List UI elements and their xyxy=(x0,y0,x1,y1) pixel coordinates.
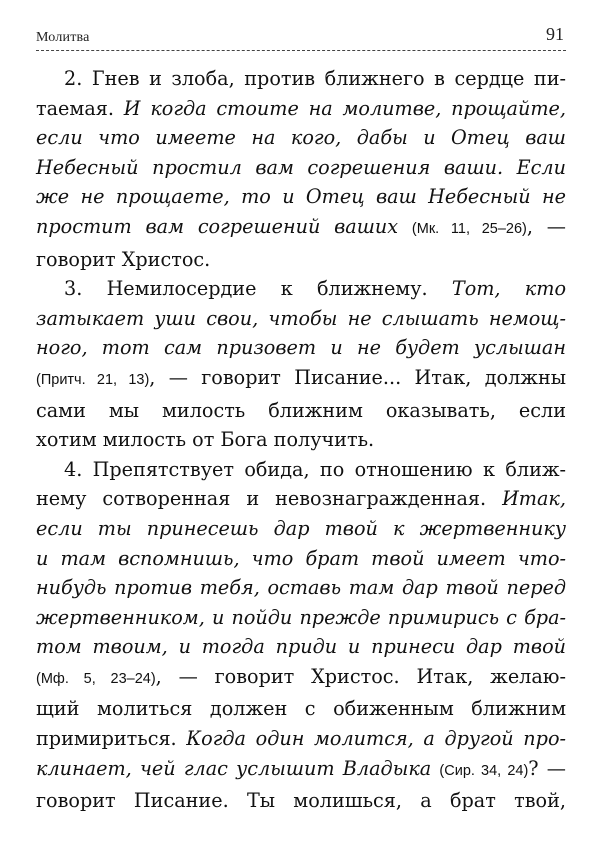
text-line xyxy=(36,455,566,485)
scripture-quote: том твоим, и тогда приди и принеси дар твой xyxy=(36,635,566,659)
scripture-quote: и там вспомнишь, что брат твой имеет что- xyxy=(36,546,566,570)
body-text: 4. Препятствует обида, по отношению к ближ- xyxy=(64,457,566,481)
text-line xyxy=(36,182,566,212)
text-line xyxy=(36,632,566,662)
body-text: щий молиться должен с обиженным ближним xyxy=(36,697,566,721)
scripture-quote: если что имеете на кого, дабы и Отец ваш xyxy=(36,126,566,150)
body-text: нему сотворенная и невознагражденная. xyxy=(36,487,503,511)
text-line xyxy=(36,333,566,363)
text-line xyxy=(36,573,566,603)
text-line xyxy=(36,245,566,275)
body-text: 2. Гнев и злоба, против ближнего в сердце пи- xyxy=(64,67,566,90)
scripture-quote: жертвенником, и пойди прежде примирись с бра- xyxy=(36,605,566,629)
body-text: хотим милость от Бога получить. xyxy=(36,428,375,452)
text-line xyxy=(36,484,566,514)
text-line xyxy=(36,754,566,787)
body-text: , — xyxy=(526,214,566,238)
page-body xyxy=(36,64,566,816)
text-line xyxy=(36,212,566,245)
scripture-quote: Тот, кто xyxy=(451,277,567,301)
body-text: сами мы милость ближним оказывать, если xyxy=(36,398,566,422)
page-header xyxy=(36,26,566,51)
scripture-quote: простит вам согрешений ваших xyxy=(36,214,412,238)
scripture-reference: (Притч. 21, 13) xyxy=(36,371,150,388)
text-line xyxy=(36,425,566,455)
scripture-quote: же не прощаете, то и Отец ваш Небесный не xyxy=(36,185,566,209)
text-line xyxy=(36,153,566,183)
body-text: , — говорит Христос. Итак, желаю- xyxy=(155,664,566,688)
text-line xyxy=(36,694,566,724)
running-title: Молитва xyxy=(36,30,90,45)
scripture-quote: И когда стоите на молитве, прощайте, xyxy=(123,96,566,120)
paragraph-2-anger xyxy=(36,64,566,274)
scripture-quote: клинает, чей глас услышит Владыка xyxy=(36,756,440,780)
page-number: 91 xyxy=(546,24,564,44)
scripture-quote: если ты принесешь дар твой к жертвеннику xyxy=(36,516,566,540)
text-line xyxy=(36,274,566,304)
scripture-quote: нибудь против тебя, оставь там дар твой перед xyxy=(36,576,566,600)
text-line xyxy=(36,662,566,695)
scripture-quote: ного, тот сам призовет и не будет услышан xyxy=(36,336,566,360)
paragraph-4-offense xyxy=(36,455,566,816)
body-text: 3. Немилосердие к ближнему. xyxy=(64,277,452,301)
text-line xyxy=(36,514,566,544)
text-line xyxy=(36,304,566,334)
body-text: ? — xyxy=(528,756,566,780)
scripture-quote: Итак, xyxy=(502,487,566,511)
text-line xyxy=(36,94,566,124)
text-line xyxy=(36,724,566,754)
body-text: примириться. xyxy=(36,727,187,751)
text-line xyxy=(36,544,566,574)
scripture-reference: (Сир. 34, 24) xyxy=(439,762,529,779)
paragraph-3-unmercifulness xyxy=(36,274,566,455)
body-text: говорит Писание. Ты молишься, а брат твой, xyxy=(36,789,566,813)
text-line xyxy=(36,786,566,816)
body-text: , — говорит Писание... Итак, должны xyxy=(149,365,566,389)
scripture-quote: затыкает уши свои, чтобы не слышать немощ- xyxy=(36,306,566,330)
scripture-quote: Небесный простил вам согрешения ваши. Если xyxy=(36,155,566,179)
text-line xyxy=(36,363,566,396)
text-line xyxy=(36,603,566,633)
text-line xyxy=(36,123,566,153)
scripture-quote: Когда один молится, а другой про- xyxy=(186,727,566,751)
body-text: таемая. xyxy=(36,96,124,120)
scripture-reference: (Мф. 5, 23–24) xyxy=(36,670,156,687)
scripture-reference: (Мк. 11, 25–26) xyxy=(411,220,527,237)
text-line xyxy=(36,64,566,94)
text-line xyxy=(36,396,566,426)
body-text: говорит Христос. xyxy=(36,247,211,271)
